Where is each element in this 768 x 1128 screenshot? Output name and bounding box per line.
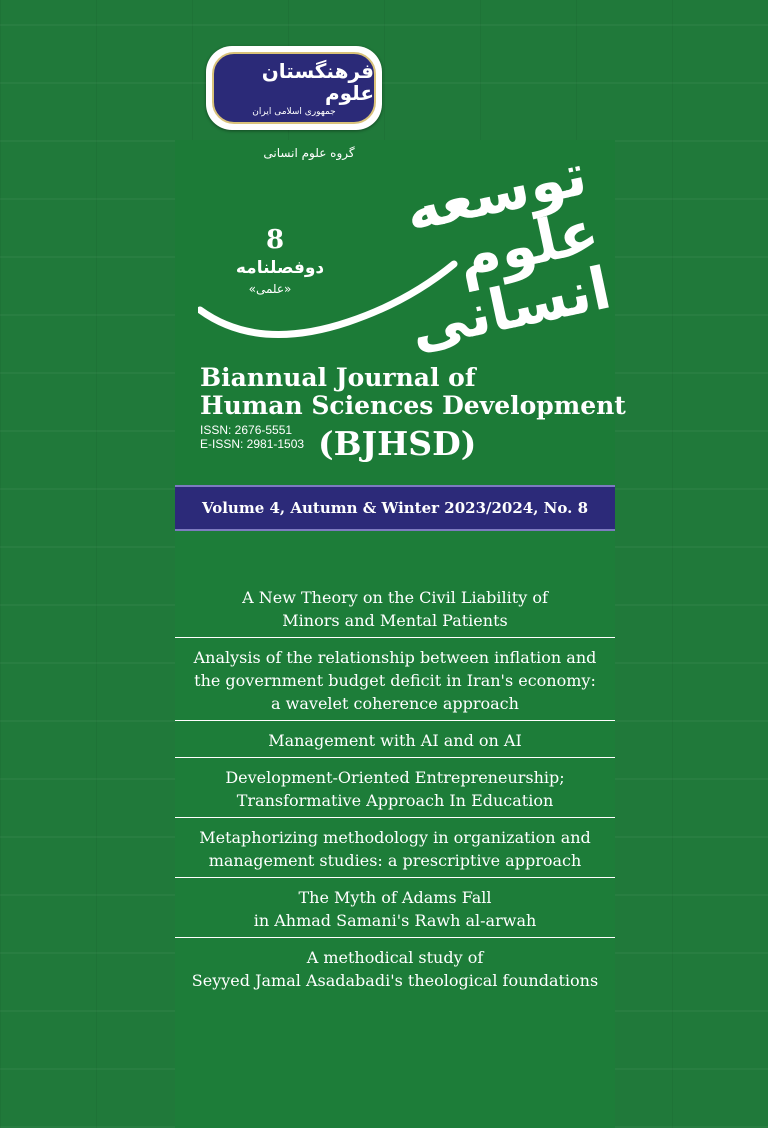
article-title-line: Seyyed Jamal Asadabadi's theological foundations xyxy=(191,971,599,990)
article-title-line: the government budget deficit in Iran's economy: xyxy=(194,671,596,690)
group-label: گروه علوم انسانی xyxy=(263,146,355,160)
journal-abbreviation: (BJHSD) xyxy=(318,424,477,463)
journal-title-line1: Biannual Journal of xyxy=(200,363,476,392)
volume-band xyxy=(175,485,615,531)
article-list xyxy=(175,578,615,997)
article-item xyxy=(175,637,615,720)
article-title-line: in Ahmad Samani's Rawh al-arwah xyxy=(253,911,537,930)
article-item xyxy=(175,817,615,877)
issn: ISSN: 2676-5551 xyxy=(200,423,293,437)
biannual-label-fa: دوفصلنامه xyxy=(235,258,325,278)
scientific-label-fa: «علمی» xyxy=(248,282,292,296)
volume-label: Volume 4, Autumn & Winter 2023/2024, No. 8 xyxy=(201,499,589,517)
article-item xyxy=(175,757,615,817)
logo-subtitle: جمهوری اسلامی ایران xyxy=(252,106,336,117)
logo-title: فرهنگستان علوم xyxy=(261,58,374,105)
article-item xyxy=(175,877,615,937)
article-title-line: management studies: a prescriptive approach xyxy=(208,851,582,870)
journal-title-line2: Human Sciences Development xyxy=(200,391,626,420)
eissn: E-ISSN: 2981-1503 xyxy=(200,437,305,451)
journal-title xyxy=(200,363,626,420)
calligraphy-title: توسعه علوم انسانی xyxy=(399,140,617,363)
article-title-line: Minors and Mental Patients xyxy=(282,611,508,630)
article-item xyxy=(175,720,615,757)
article-title-line: A New Theory on the Civil Liability of xyxy=(242,588,548,607)
article-item xyxy=(175,578,615,637)
article-title-line: Management with AI and on AI xyxy=(268,731,522,750)
article-title-line: Transformative Approach In Education xyxy=(236,791,554,810)
academy-logo xyxy=(206,46,382,130)
article-item xyxy=(175,937,615,997)
academy-logo-inner xyxy=(212,52,376,124)
article-title-line: Development-Oriented Entrepreneurship; xyxy=(225,768,565,787)
article-title-line: The Myth of Adams Fall xyxy=(298,888,492,907)
article-title-line: a wavelet coherence approach xyxy=(271,694,519,713)
article-title-line: A methodical study of xyxy=(306,948,484,967)
issue-number: 8 xyxy=(265,225,285,255)
article-title-line: Analysis of the relationship between inflation and xyxy=(193,648,597,667)
issn-block xyxy=(200,423,304,451)
article-title-line: Metaphorizing methodology in organization and xyxy=(199,828,591,847)
